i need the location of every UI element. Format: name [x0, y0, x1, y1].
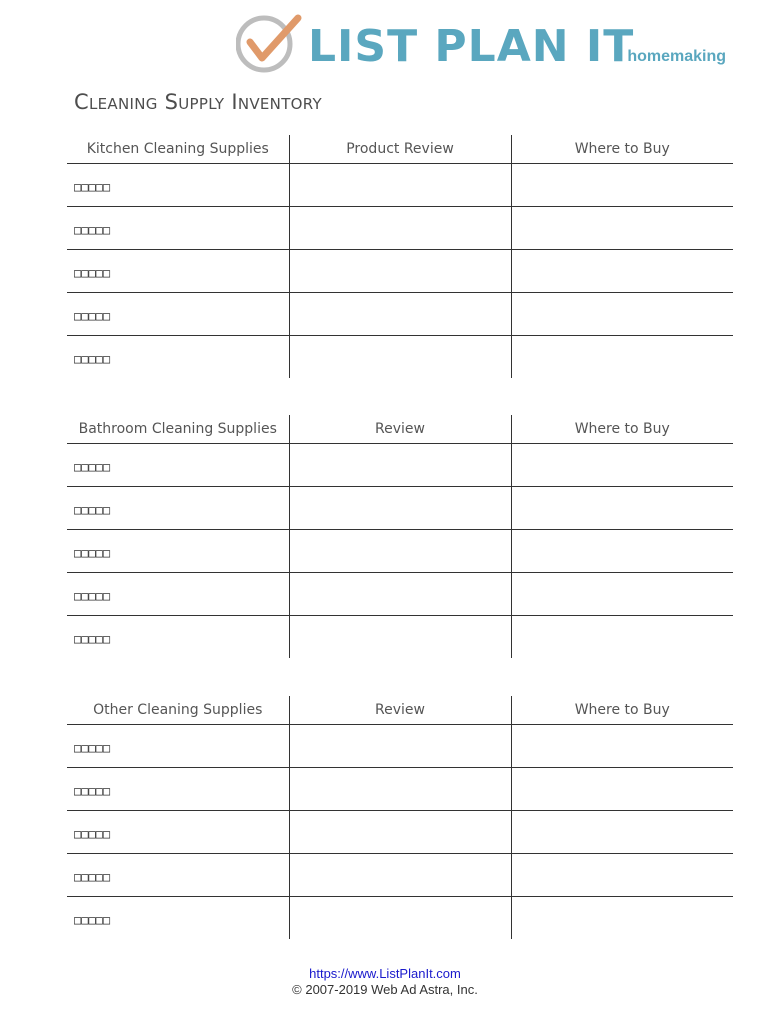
rating-checkboxes[interactable]: □□□□□: [74, 222, 111, 237]
review-cell[interactable]: [289, 207, 511, 250]
rating-checkboxes[interactable]: □□□□□: [74, 308, 111, 323]
column-header: Where to Buy: [511, 415, 733, 444]
check-circle-icon: [236, 12, 308, 74]
column-header: Review: [289, 696, 511, 725]
where-to-buy-cell[interactable]: [511, 250, 733, 293]
website-link[interactable]: https://www.ListPlanIt.com: [309, 966, 461, 981]
rating-boxes-cell: [67, 444, 289, 487]
rating-boxes-cell: [67, 897, 289, 940]
review-cell[interactable]: [289, 164, 511, 207]
rating-boxes-cell: [67, 207, 289, 250]
table-row: [67, 573, 733, 616]
where-to-buy-cell[interactable]: [511, 768, 733, 811]
where-to-buy-cell[interactable]: [511, 207, 733, 250]
table-row: [67, 444, 733, 487]
rating-boxes-cell: [67, 293, 289, 336]
table-row: [67, 768, 733, 811]
where-to-buy-cell[interactable]: [511, 854, 733, 897]
logo-text: LIST PLAN IT: [308, 21, 635, 72]
rating-checkboxes[interactable]: □□□□□: [74, 588, 111, 603]
where-to-buy-cell[interactable]: [511, 811, 733, 854]
rating-checkboxes[interactable]: □□□□□: [74, 502, 111, 517]
where-to-buy-cell[interactable]: [511, 444, 733, 487]
table-row: [67, 487, 733, 530]
review-cell[interactable]: [289, 487, 511, 530]
review-cell[interactable]: [289, 854, 511, 897]
category-label: homemaking: [627, 48, 726, 65]
where-to-buy-cell[interactable]: [511, 725, 733, 768]
rating-checkboxes[interactable]: □□□□□: [74, 351, 111, 366]
page-header: [0, 0, 770, 80]
where-to-buy-cell[interactable]: [511, 616, 733, 659]
table-row: [67, 811, 733, 854]
column-header: Where to Buy: [511, 135, 733, 164]
logo: [236, 12, 635, 74]
where-to-buy-cell[interactable]: [511, 573, 733, 616]
rating-boxes-cell: [67, 336, 289, 379]
bathroom-supplies-table: [67, 415, 733, 658]
rating-boxes-cell: [67, 725, 289, 768]
rating-checkboxes[interactable]: □□□□□: [74, 740, 111, 755]
other-supplies-table: [67, 696, 733, 939]
copyright-text: © 2007-2019 Web Ad Astra, Inc.: [292, 982, 478, 997]
review-cell[interactable]: [289, 293, 511, 336]
review-cell[interactable]: [289, 573, 511, 616]
rating-boxes-cell: [67, 530, 289, 573]
column-header: Other Cleaning Supplies: [67, 696, 289, 725]
rating-checkboxes[interactable]: □□□□□: [74, 179, 111, 194]
rating-boxes-cell: [67, 768, 289, 811]
rating-checkboxes[interactable]: □□□□□: [74, 631, 111, 646]
table-row: [67, 250, 733, 293]
review-cell[interactable]: [289, 725, 511, 768]
rating-checkboxes[interactable]: □□□□□: [74, 459, 111, 474]
column-header: Where to Buy: [511, 696, 733, 725]
table-row: [67, 530, 733, 573]
rating-checkboxes[interactable]: □□□□□: [74, 265, 111, 280]
rating-checkboxes[interactable]: □□□□□: [74, 912, 111, 927]
column-header: Kitchen Cleaning Supplies: [67, 135, 289, 164]
review-cell[interactable]: [289, 768, 511, 811]
where-to-buy-cell[interactable]: [511, 530, 733, 573]
page-title: Cleaning Supply Inventory: [74, 90, 322, 114]
where-to-buy-cell[interactable]: [511, 336, 733, 379]
kitchen-supplies-table: [67, 135, 733, 378]
review-cell[interactable]: [289, 897, 511, 940]
rating-checkboxes[interactable]: □□□□□: [74, 826, 111, 841]
review-cell[interactable]: [289, 530, 511, 573]
review-cell[interactable]: [289, 811, 511, 854]
rating-checkboxes[interactable]: □□□□□: [74, 869, 111, 884]
where-to-buy-cell[interactable]: [511, 164, 733, 207]
review-cell[interactable]: [289, 616, 511, 659]
table-row: [67, 725, 733, 768]
where-to-buy-cell[interactable]: [511, 897, 733, 940]
rating-boxes-cell: [67, 616, 289, 659]
where-to-buy-cell[interactable]: [511, 487, 733, 530]
rating-boxes-cell: [67, 164, 289, 207]
column-header: Product Review: [289, 135, 511, 164]
table-row: [67, 336, 733, 379]
table-row: [67, 897, 733, 940]
table-row: [67, 854, 733, 897]
rating-boxes-cell: [67, 250, 289, 293]
table-row: [67, 164, 733, 207]
rating-checkboxes[interactable]: □□□□□: [74, 783, 111, 798]
column-header: Bathroom Cleaning Supplies: [67, 415, 289, 444]
review-cell[interactable]: [289, 250, 511, 293]
column-header: Review: [289, 415, 511, 444]
table-row: [67, 616, 733, 659]
rating-boxes-cell: [67, 854, 289, 897]
rating-boxes-cell: [67, 487, 289, 530]
page-footer: [0, 966, 770, 998]
rating-checkboxes[interactable]: □□□□□: [74, 545, 111, 560]
where-to-buy-cell[interactable]: [511, 293, 733, 336]
review-cell[interactable]: [289, 444, 511, 487]
rating-boxes-cell: [67, 573, 289, 616]
review-cell[interactable]: [289, 336, 511, 379]
rating-boxes-cell: [67, 811, 289, 854]
table-row: [67, 207, 733, 250]
table-row: [67, 293, 733, 336]
